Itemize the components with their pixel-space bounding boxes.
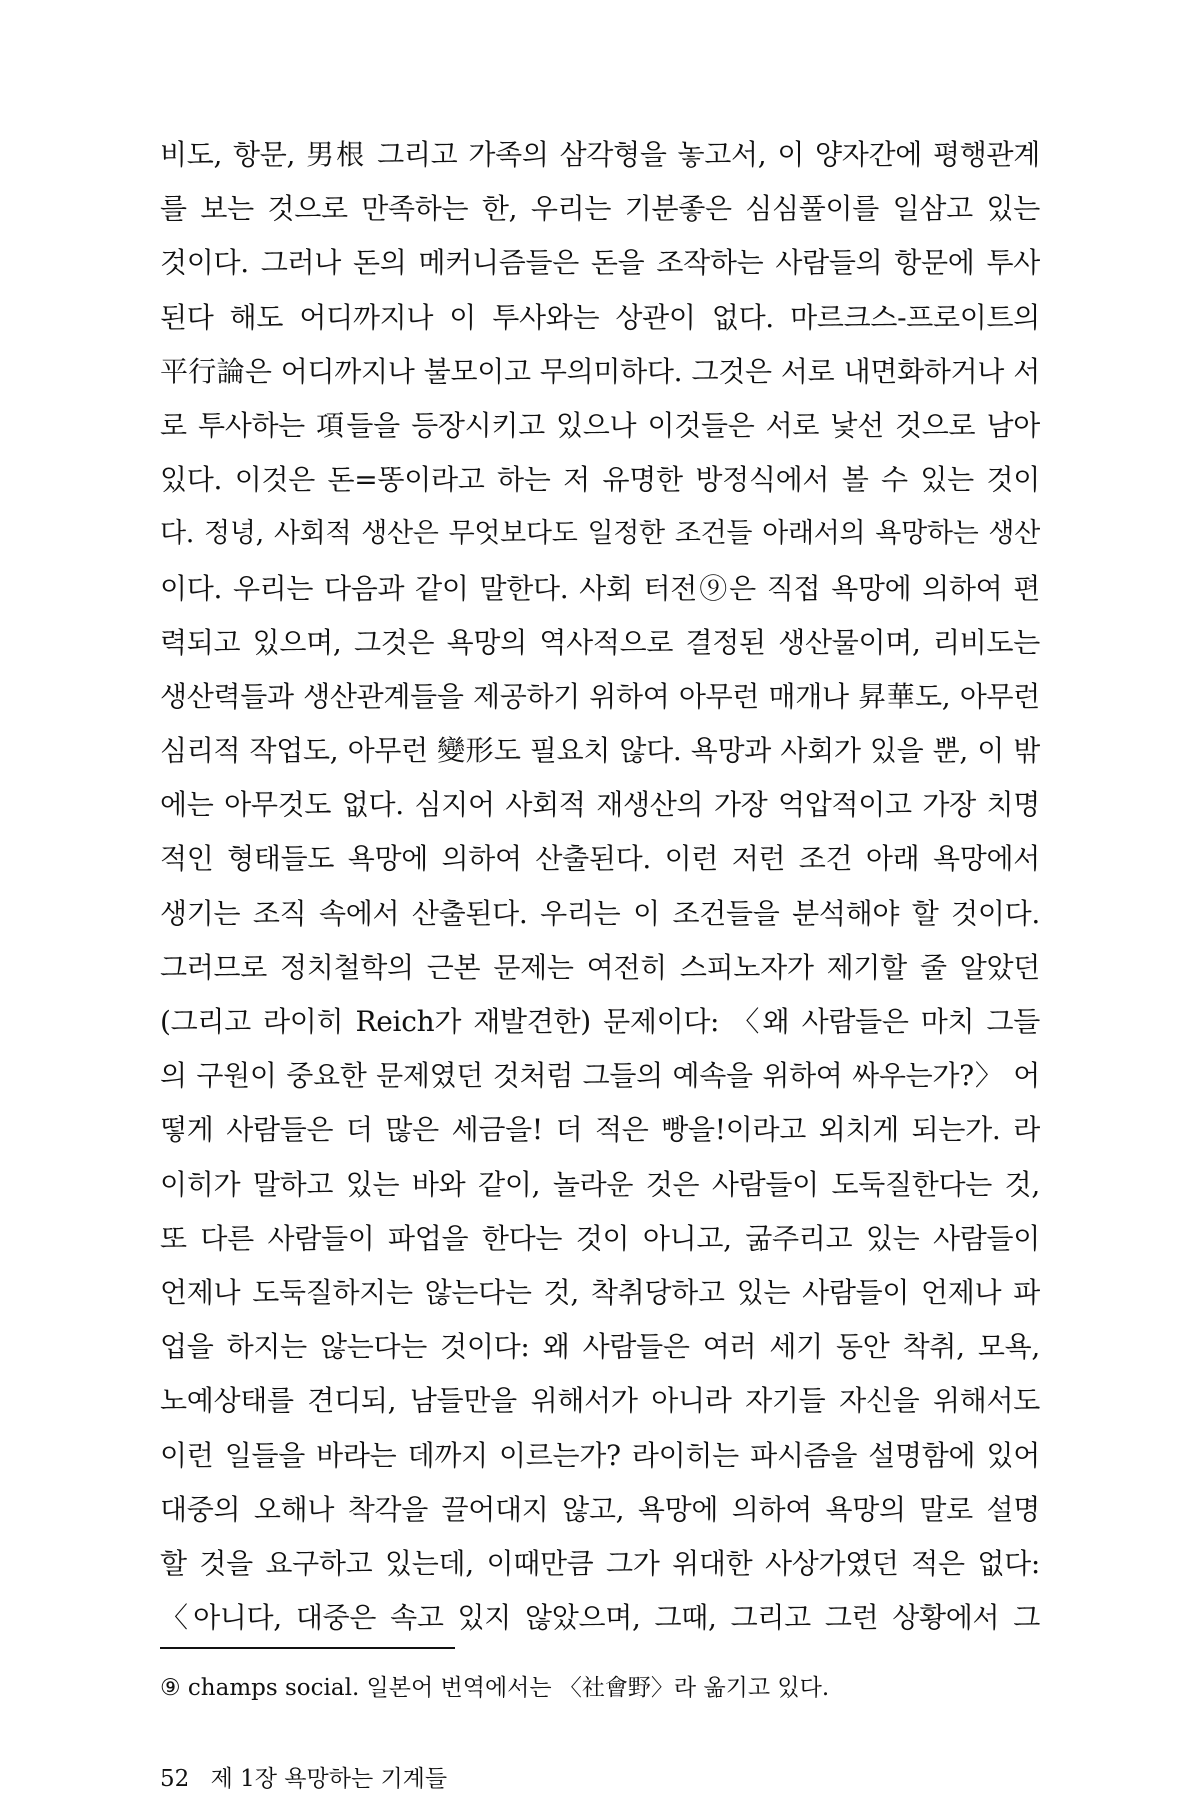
text-line: 다. 정녕, 사회적 생산은 무엇보다도 일정한 조건들 아래서의 욕망하는 생산 [160, 518, 1040, 550]
text-line: 노예상태를 견디되, 남들만을 위해서가 아니라 자기들 자신을 위해서도 [160, 1384, 1040, 1418]
text-line: 생기는 조직 속에서 산출된다. 우리는 이 조건들을 분석해야 할 것이다. [160, 896, 1040, 930]
running-head: 제 1장 욕망하는 기계들 [210, 1766, 448, 1792]
text-line: 이다. 우리는 다음과 같이 말한다. 사회 터전⑨은 직접 욕망에 의하여 편 [160, 571, 1040, 605]
text-line: 언제나 도둑질하지는 않는다는 것, 착취당하고 있는 사람들이 언제나 파 [160, 1275, 1040, 1309]
text-line: 생산력들과 생산관계들을 제공하기 위하여 아무런 매개나 昇華도, 아무런 [160, 679, 1040, 713]
text-line: 또 다른 사람들이 파업을 한다는 것이 아니고, 굶주리고 있는 사람들이 [160, 1221, 1040, 1255]
text-line: 로 투사하는 項들을 등장시키고 있으나 이것들은 서로 낯선 것으로 남아 [160, 408, 1040, 442]
text-line: 심리적 작업도, 아무런 變形도 필요치 않다. 욕망과 사회가 있을 뿐, 이 밖 [160, 734, 1040, 768]
footnote: ⑨ champs social. 일본어 번역에서는 〈社會野〉라 옮기고 있다. [160, 1675, 830, 1701]
text-line: 것이다. 그러나 돈의 메커니즘들은 돈을 조작하는 사람들의 항문에 투사 [160, 246, 1040, 280]
text-line: 비도, 항문, 男根 그리고 가족의 삼각형을 놓고서, 이 양자간에 평행관계 [160, 138, 1040, 171]
text-line: 력되고 있으며, 그것은 욕망의 역사적으로 결정된 생산물이며, 리비도는 [160, 625, 1040, 659]
text-line: 대중의 오해나 착각을 끌어대지 않고, 욕망에 의하여 욕망의 말로 설명 [160, 1492, 1040, 1526]
text-line: 를 보는 것으로 만족하는 한, 우리는 기분좋은 심심풀이를 일삼고 있는 [160, 192, 1040, 226]
text-line: 그러므로 정치철학의 근본 문제는 여전히 스피노자가 제기할 줄 알았던 [160, 950, 1040, 984]
text-line: 平行論은 어디까지나 불모이고 무의미하다. 그것은 서로 내면화하거나 서 [160, 354, 1040, 388]
footnote-divider [160, 1647, 455, 1649]
text-line: 업을 하지는 않는다는 것이다: 왜 사람들은 여러 세기 동안 착취, 모욕, [160, 1330, 1040, 1364]
text-line: 에는 아무것도 없다. 심지어 사회적 재생산의 가장 억압적이고 가장 치명 [160, 788, 1040, 822]
text-line: 있다. 이것은 돈=똥이라고 하는 저 유명한 방정식에서 볼 수 있는 것이 [160, 463, 1040, 497]
page-number: 52 [160, 1766, 190, 1792]
text-line: 적인 형태들도 욕망에 의하여 산출된다. 이런 저런 조건 아래 욕망에서 [160, 842, 1040, 876]
text-line: 떻게 사람들은 더 많은 세금을! 더 적은 빵을!이라고 외치게 되는가. 라 [160, 1113, 1040, 1147]
text-line: 이런 일들을 바라는 데까지 이르는가? 라이히는 파시즘을 설명함에 있어 [160, 1438, 1040, 1472]
body-text [160, 128, 1040, 1645]
text-line: 의 구원이 중요한 문제였던 것처럼 그들의 예속을 위하여 싸우는가?〉 어 [160, 1059, 1040, 1093]
text-line: 할 것을 요구하고 있는데, 이때만큼 그가 위대한 사상가였던 적은 없다: [160, 1546, 1040, 1580]
text-line: 〈아니다, 대중은 속고 있지 않았으며, 그때, 그리고 그런 상황에서 그 [160, 1601, 1040, 1635]
page-footer [160, 1762, 447, 1796]
text-line: 된다 해도 어디까지나 이 투사와는 상관이 없다. 마르크스-프로이트의 [160, 300, 1040, 334]
text-line: (그리고 라이히 Reich가 재발견한) 문제이다: 〈왜 사람들은 마치 그들 [160, 1005, 1040, 1038]
text-line: 이히가 말하고 있는 바와 같이, 놀라운 것은 사람들이 도둑질한다는 것, [160, 1167, 1040, 1201]
